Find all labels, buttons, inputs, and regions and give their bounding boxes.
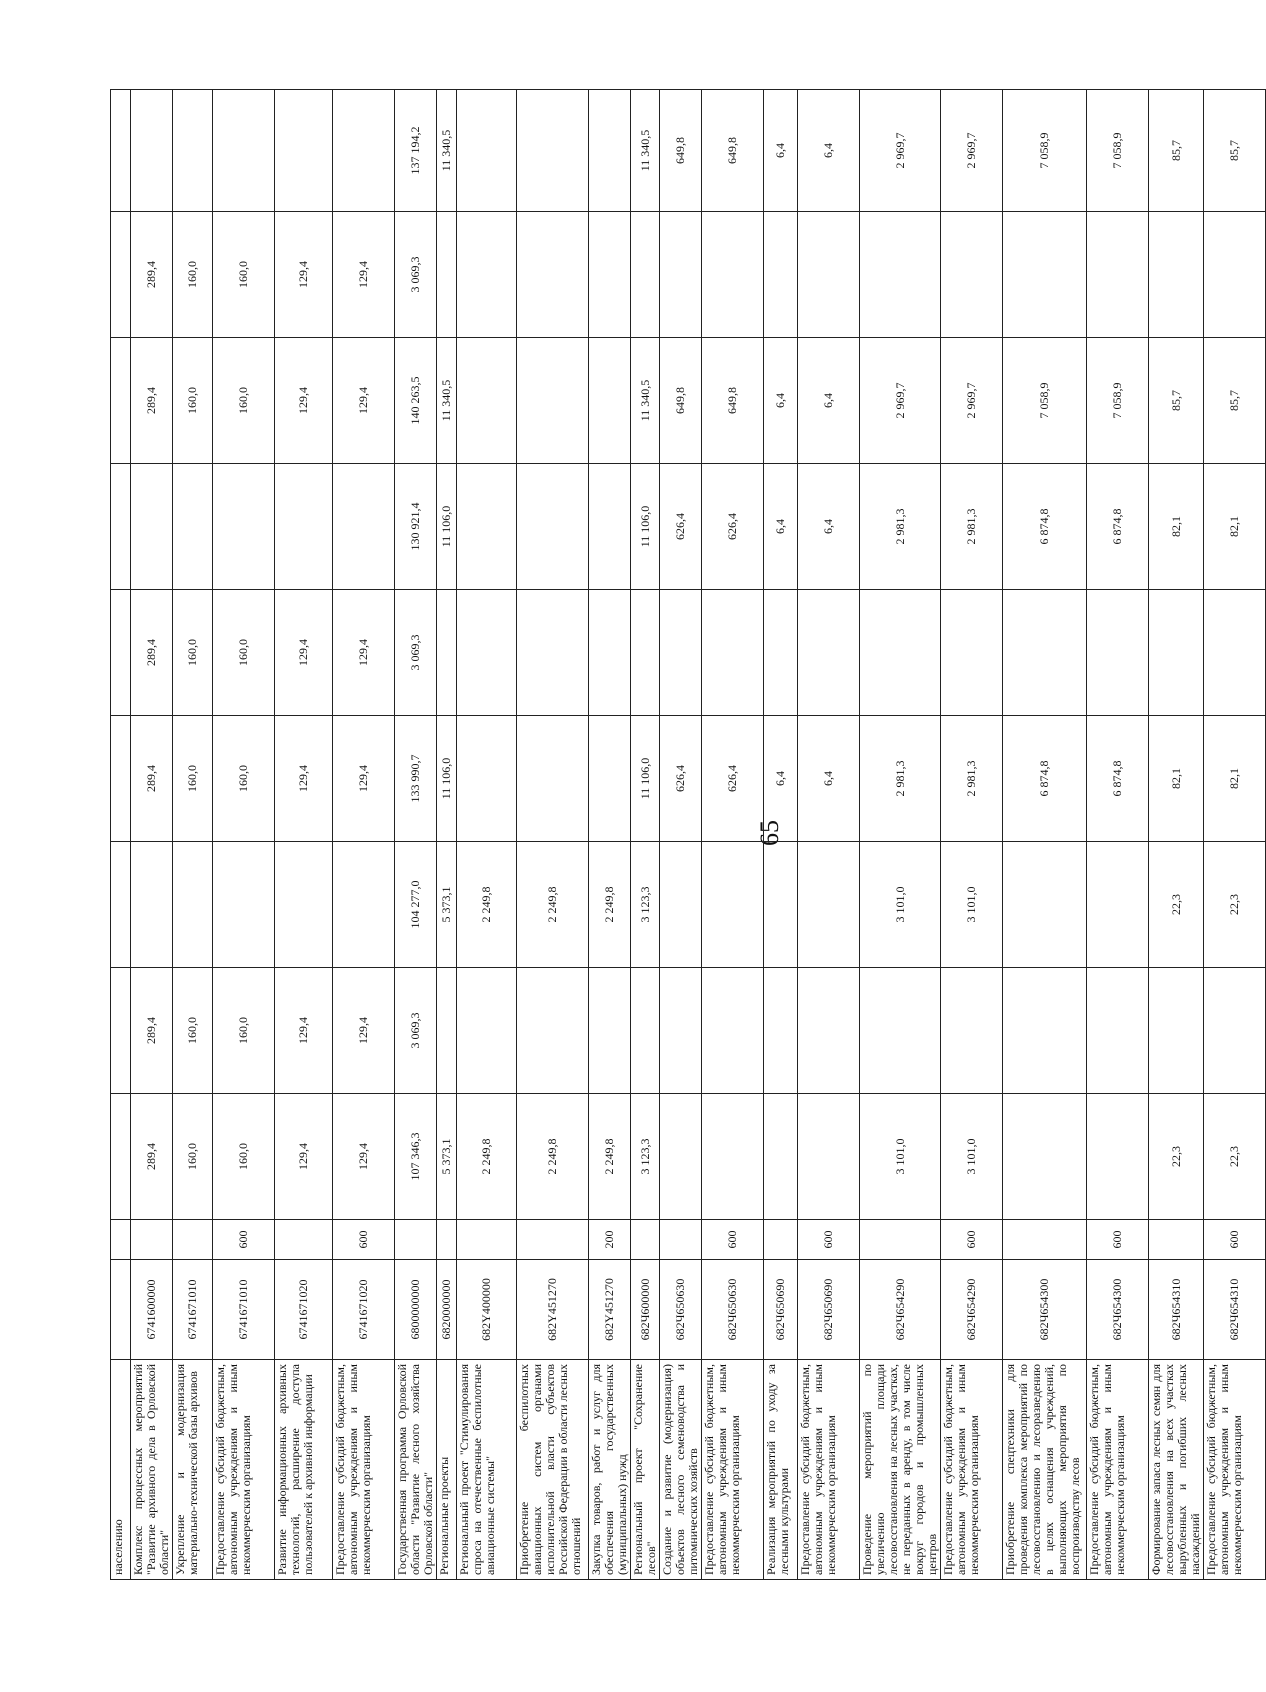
table-row — [111, 90, 131, 1580]
amount-cell — [941, 212, 1003, 338]
amount-cell: 289,4 — [131, 968, 173, 1094]
amount-cell: 11 106,0 — [631, 716, 660, 842]
row-name-cell: населению — [111, 1360, 131, 1580]
amount-cell: 160,0 — [213, 716, 275, 842]
amount-cell — [702, 590, 764, 716]
amount-cell: 11 106,0 — [437, 716, 457, 842]
row-name-cell: Комплекс процессных мероприятий "Развитие архивного дела в Орловской области" — [131, 1360, 173, 1580]
amount-cell: 85,7 — [1204, 90, 1266, 212]
expense-type-cell: 600 — [333, 1220, 395, 1260]
table-row — [333, 90, 395, 1580]
amount-cell — [333, 464, 395, 590]
target-code-cell — [111, 1260, 131, 1360]
budget-table — [110, 89, 1266, 1580]
amount-cell: 129,4 — [333, 716, 395, 842]
amount-cell — [589, 590, 631, 716]
table-row — [213, 90, 275, 1580]
amount-cell: 6 874,8 — [1087, 464, 1149, 590]
target-code-cell: 682Ч654310 — [1149, 1260, 1204, 1360]
rotated-table-container — [110, 90, 1244, 1580]
amount-cell — [111, 842, 131, 968]
amount-cell: 85,7 — [1149, 338, 1204, 464]
expense-type-cell — [173, 1220, 213, 1260]
amount-cell — [631, 968, 660, 1094]
amount-cell — [764, 842, 798, 968]
table-row — [860, 90, 941, 1580]
amount-cell: 160,0 — [173, 338, 213, 464]
amount-cell — [1087, 590, 1149, 716]
expense-type-cell — [131, 1220, 173, 1260]
amount-cell: 11 340,5 — [631, 90, 660, 212]
amount-cell: 6,4 — [764, 90, 798, 212]
amount-cell: 7 058,9 — [1003, 338, 1087, 464]
amount-cell: 129,4 — [333, 968, 395, 1094]
amount-cell — [517, 90, 589, 212]
table-row — [437, 90, 457, 1580]
amount-cell — [213, 842, 275, 968]
expense-type-cell — [860, 1220, 941, 1260]
amount-cell: 6,4 — [764, 464, 798, 590]
amount-cell: 11 340,5 — [437, 90, 457, 212]
expense-type-cell: 600 — [1204, 1220, 1266, 1260]
expense-type-cell — [517, 1220, 589, 1260]
target-code-cell: 682Ч654300 — [1087, 1260, 1149, 1360]
row-name-cell: Развитие информационных архивных технологий, расширение доступа пользователей к архивной информации — [275, 1360, 333, 1580]
expense-type-cell: 600 — [941, 1220, 1003, 1260]
target-code-cell: 6741600000 — [131, 1260, 173, 1360]
target-code-cell: 682Ч654290 — [941, 1260, 1003, 1360]
amount-cell: 104 277,0 — [395, 842, 437, 968]
amount-cell — [660, 842, 702, 968]
amount-cell: 626,4 — [702, 464, 764, 590]
amount-cell: 5 373,1 — [437, 842, 457, 968]
amount-cell: 6 874,8 — [1087, 716, 1149, 842]
amount-cell: 626,4 — [702, 716, 764, 842]
amount-cell: 3 101,0 — [941, 1094, 1003, 1220]
expense-type-cell — [1003, 1220, 1087, 1260]
target-code-cell: 682Y400000 — [457, 1260, 517, 1360]
table-row — [517, 90, 589, 1580]
table-row — [275, 90, 333, 1580]
amount-cell — [111, 212, 131, 338]
amount-cell — [1087, 968, 1149, 1094]
amount-cell — [702, 842, 764, 968]
amount-cell: 289,4 — [131, 716, 173, 842]
amount-cell — [517, 338, 589, 464]
amount-cell: 160,0 — [213, 212, 275, 338]
table-row — [631, 90, 660, 1580]
amount-cell — [702, 968, 764, 1094]
amount-cell — [941, 590, 1003, 716]
amount-cell — [1003, 842, 1087, 968]
expense-type-cell — [764, 1220, 798, 1260]
amount-cell: 22,3 — [1204, 1094, 1266, 1220]
row-name-cell: Предоставление субсидий бюджетным, автономным учреждениям и иным некоммерческим организациям — [333, 1360, 395, 1580]
amount-cell — [437, 968, 457, 1094]
row-name-cell: Региональный проект "Стимулирования спроса на отечественные беспилотные авиационные системы" — [457, 1360, 517, 1580]
amount-cell — [275, 90, 333, 212]
amount-cell — [798, 212, 860, 338]
amount-cell: 6,4 — [798, 716, 860, 842]
row-name-cell: Приобретение беспилотных авиационных систем органами исполнительной власти субъектов Российской Федерации в области лесных отношений — [517, 1360, 589, 1580]
amount-cell: 2 981,3 — [941, 464, 1003, 590]
target-code-cell: 682Ч650690 — [764, 1260, 798, 1360]
amount-cell: 3 123,3 — [631, 1094, 660, 1220]
amount-cell: 2 969,7 — [941, 90, 1003, 212]
amount-cell: 2 969,7 — [860, 338, 941, 464]
amount-cell: 129,4 — [275, 1094, 333, 1220]
row-name-cell: Создание и развитие (модернизация) объектов лесного семеноводства и питомнических хозяйств — [660, 1360, 702, 1580]
table-row — [660, 90, 702, 1580]
amount-cell — [660, 1094, 702, 1220]
row-name-cell: Предоставление субсидий бюджетным, автономным учреждениям и иным некоммерческим организациям — [1087, 1360, 1149, 1580]
row-name-cell: Предоставление субсидий бюджетным, автономным учреждениям и иным некоммерческим организациям — [1204, 1360, 1266, 1580]
amount-cell — [764, 1094, 798, 1220]
amount-cell: 129,4 — [275, 716, 333, 842]
amount-cell — [517, 464, 589, 590]
amount-cell: 7 058,9 — [1087, 338, 1149, 464]
expense-type-cell: 600 — [798, 1220, 860, 1260]
table-row — [1087, 90, 1149, 1580]
row-name-cell: Региональный проект "Сохранение лесов" — [631, 1360, 660, 1580]
expense-type-cell: 600 — [1087, 1220, 1149, 1260]
target-code-cell: 6741671020 — [333, 1260, 395, 1360]
expense-type-cell — [631, 1220, 660, 1260]
amount-cell — [764, 590, 798, 716]
row-name-cell: Предоставление субсидий бюджетным, автономным учреждениям и иным некоммерческим организациям — [213, 1360, 275, 1580]
amount-cell: 160,0 — [213, 968, 275, 1094]
amount-cell — [1003, 590, 1087, 716]
target-code-cell: 682Y451270 — [517, 1260, 589, 1360]
table-row — [395, 90, 437, 1580]
amount-cell: 289,4 — [131, 590, 173, 716]
amount-cell: 649,8 — [702, 338, 764, 464]
amount-cell: 85,7 — [1149, 90, 1204, 212]
amount-cell: 5 373,1 — [437, 1094, 457, 1220]
amount-cell: 3 069,3 — [395, 590, 437, 716]
amount-cell: 6 874,8 — [1003, 464, 1087, 590]
amount-cell — [275, 464, 333, 590]
amount-cell: 82,1 — [1149, 716, 1204, 842]
table-row — [173, 90, 213, 1580]
row-name-cell: Региональные проекты — [437, 1360, 457, 1580]
amount-cell — [213, 464, 275, 590]
target-code-cell: 6820000000 — [437, 1260, 457, 1360]
amount-cell — [1149, 212, 1204, 338]
amount-cell — [173, 90, 213, 212]
amount-cell: 626,4 — [660, 464, 702, 590]
page-number: 65 — [755, 820, 784, 846]
amount-cell — [517, 590, 589, 716]
table-row — [1149, 90, 1204, 1580]
amount-cell: 22,3 — [1149, 1094, 1204, 1220]
amount-cell: 160,0 — [213, 590, 275, 716]
expense-type-cell — [660, 1220, 702, 1260]
amount-cell: 3 069,3 — [395, 212, 437, 338]
row-name-cell: Проведение мероприятий по увеличению площади лесовосстановления на лесных участках, не переданных в аренду, в том числе вокруг городов и промышленных центров — [860, 1360, 941, 1580]
amount-cell: 3 123,3 — [631, 842, 660, 968]
amount-cell — [589, 90, 631, 212]
amount-cell — [517, 212, 589, 338]
amount-cell — [457, 212, 517, 338]
amount-cell — [798, 842, 860, 968]
amount-cell — [437, 590, 457, 716]
table-row — [798, 90, 860, 1580]
amount-cell — [860, 212, 941, 338]
amount-cell — [457, 968, 517, 1094]
amount-cell: 2 249,8 — [589, 842, 631, 968]
amount-cell — [213, 90, 275, 212]
amount-cell: 2 249,8 — [517, 842, 589, 968]
table-row — [764, 90, 798, 1580]
amount-cell: 129,4 — [275, 212, 333, 338]
row-name-cell: Формирование запаса лесных семян для лесовосстановления на всех участках вырубленных и погибших лесных насаждений — [1149, 1360, 1204, 1580]
amount-cell: 6,4 — [764, 716, 798, 842]
amount-cell: 129,4 — [333, 212, 395, 338]
amount-cell — [860, 968, 941, 1094]
amount-cell — [111, 968, 131, 1094]
amount-cell — [111, 1094, 131, 1220]
amount-cell — [660, 590, 702, 716]
amount-cell: 6,4 — [798, 90, 860, 212]
amount-cell — [333, 842, 395, 968]
amount-cell — [457, 464, 517, 590]
amount-cell — [1003, 968, 1087, 1094]
amount-cell: 82,1 — [1204, 716, 1266, 842]
amount-cell: 2 981,3 — [941, 716, 1003, 842]
row-name-cell: Предоставление субсидий бюджетным, автономным учреждениям и иным некоммерческим организациям — [702, 1360, 764, 1580]
amount-cell: 22,3 — [1149, 842, 1204, 968]
expense-type-cell — [275, 1220, 333, 1260]
amount-cell: 11 340,5 — [631, 338, 660, 464]
row-name-cell: Государственная программа Орловской области "Развитие лесного хозяйства Орловской области" — [395, 1360, 437, 1580]
target-code-cell: 682Ч650690 — [798, 1260, 860, 1360]
amount-cell: 160,0 — [173, 212, 213, 338]
amount-cell — [517, 968, 589, 1094]
target-code-cell: 6741671010 — [173, 1260, 213, 1360]
amount-cell — [457, 590, 517, 716]
amount-cell — [1204, 968, 1266, 1094]
amount-cell — [275, 842, 333, 968]
amount-cell — [457, 716, 517, 842]
amount-cell — [131, 842, 173, 968]
row-name-cell: Предоставление субсидий бюджетным, автономным учреждениям и иным некоммерческим организациям — [941, 1360, 1003, 1580]
amount-cell — [589, 716, 631, 842]
target-code-cell: 6741671010 — [213, 1260, 275, 1360]
amount-cell — [589, 212, 631, 338]
amount-cell: 133 990,7 — [395, 716, 437, 842]
table-body — [111, 90, 1266, 1580]
amount-cell — [702, 1094, 764, 1220]
expense-type-cell — [111, 1220, 131, 1260]
amount-cell — [131, 464, 173, 590]
amount-cell — [111, 464, 131, 590]
expense-type-cell — [457, 1220, 517, 1260]
amount-cell — [589, 968, 631, 1094]
amount-cell: 137 194,2 — [395, 90, 437, 212]
expense-type-cell — [437, 1220, 457, 1260]
amount-cell: 289,4 — [131, 338, 173, 464]
amount-cell — [111, 338, 131, 464]
amount-cell: 129,4 — [275, 968, 333, 1094]
amount-cell — [173, 842, 213, 968]
table-row — [1204, 90, 1266, 1580]
amount-cell — [798, 590, 860, 716]
amount-cell — [1204, 212, 1266, 338]
amount-cell — [702, 212, 764, 338]
target-code-cell: 682Ч650630 — [660, 1260, 702, 1360]
target-code-cell: 682Ч654300 — [1003, 1260, 1087, 1360]
amount-cell: 2 249,8 — [517, 1094, 589, 1220]
amount-cell: 160,0 — [213, 338, 275, 464]
amount-cell — [1149, 968, 1204, 1094]
amount-cell: 129,4 — [333, 338, 395, 464]
amount-cell: 3 101,0 — [860, 1094, 941, 1220]
amount-cell — [798, 1094, 860, 1220]
amount-cell: 140 263,5 — [395, 338, 437, 464]
amount-cell: 11 340,5 — [437, 338, 457, 464]
amount-cell: 160,0 — [173, 1094, 213, 1220]
row-name-cell: Реализация мероприятий по уходу за лесными культурами — [764, 1360, 798, 1580]
table-row — [941, 90, 1003, 1580]
amount-cell — [457, 90, 517, 212]
amount-cell — [1087, 842, 1149, 968]
amount-cell: 3 101,0 — [941, 842, 1003, 968]
amount-cell: 85,7 — [1204, 338, 1266, 464]
expense-type-cell — [1149, 1220, 1204, 1260]
amount-cell: 22,3 — [1204, 842, 1266, 968]
amount-cell — [660, 212, 702, 338]
target-code-cell: 682Ч654310 — [1204, 1260, 1266, 1360]
amount-cell: 649,8 — [660, 338, 702, 464]
amount-cell: 7 058,9 — [1003, 90, 1087, 212]
amount-cell: 11 106,0 — [437, 464, 457, 590]
row-name-cell: Приобретение спецтехники для проведения комплекса мероприятий по лесовосстановлению и лесоразведению в целях оснащения учреждений, выполняющих мероприятия по воспроизводству лесов — [1003, 1360, 1087, 1580]
target-code-cell: 682Ч600000 — [631, 1260, 660, 1360]
amount-cell: 649,8 — [660, 90, 702, 212]
amount-cell: 6,4 — [798, 464, 860, 590]
row-name-cell: Укрепление и модернизация материально-технической базы архивов — [173, 1360, 213, 1580]
amount-cell — [764, 212, 798, 338]
expense-type-cell: 200 — [589, 1220, 631, 1260]
amount-cell: 3 101,0 — [860, 842, 941, 968]
amount-cell: 2 249,8 — [457, 1094, 517, 1220]
amount-cell — [941, 968, 1003, 1094]
amount-cell: 7 058,9 — [1087, 90, 1149, 212]
amount-cell — [131, 90, 173, 212]
amount-cell — [111, 716, 131, 842]
target-code-cell: 682Ч654290 — [860, 1260, 941, 1360]
amount-cell: 160,0 — [173, 590, 213, 716]
amount-cell: 2 969,7 — [860, 90, 941, 212]
amount-cell: 160,0 — [173, 716, 213, 842]
target-code-cell: 682Y451270 — [589, 1260, 631, 1360]
amount-cell — [173, 464, 213, 590]
amount-cell — [1204, 590, 1266, 716]
amount-cell: 2 249,8 — [589, 1094, 631, 1220]
target-code-cell: 682Ч650630 — [702, 1260, 764, 1360]
amount-cell: 2 981,3 — [860, 716, 941, 842]
amount-cell: 129,4 — [333, 590, 395, 716]
target-code-cell: 6800000000 — [395, 1260, 437, 1360]
amount-cell: 82,1 — [1204, 464, 1266, 590]
table-row — [702, 90, 764, 1580]
amount-cell: 289,4 — [131, 1094, 173, 1220]
amount-cell: 6 874,8 — [1003, 716, 1087, 842]
amount-cell — [1087, 212, 1149, 338]
amount-cell: 626,4 — [660, 716, 702, 842]
amount-cell: 160,0 — [173, 968, 213, 1094]
amount-cell — [860, 590, 941, 716]
amount-cell — [589, 464, 631, 590]
expense-type-cell: 600 — [213, 1220, 275, 1260]
amount-cell: 2 969,7 — [941, 338, 1003, 464]
amount-cell: 649,8 — [702, 90, 764, 212]
table-row — [589, 90, 631, 1580]
amount-cell: 11 106,0 — [631, 464, 660, 590]
amount-cell: 130 921,4 — [395, 464, 437, 590]
amount-cell — [631, 212, 660, 338]
amount-cell: 6,4 — [798, 338, 860, 464]
amount-cell — [517, 716, 589, 842]
table-row — [457, 90, 517, 1580]
amount-cell — [1003, 1094, 1087, 1220]
amount-cell: 6,4 — [764, 338, 798, 464]
amount-cell: 129,4 — [275, 590, 333, 716]
table-row — [131, 90, 173, 1580]
amount-cell — [589, 338, 631, 464]
amount-cell — [1087, 1094, 1149, 1220]
amount-cell: 3 069,3 — [395, 968, 437, 1094]
amount-cell: 2 981,3 — [860, 464, 941, 590]
amount-cell — [1003, 212, 1087, 338]
amount-cell: 289,4 — [131, 212, 173, 338]
expense-type-cell — [395, 1220, 437, 1260]
amount-cell: 129,4 — [275, 338, 333, 464]
amount-cell — [437, 212, 457, 338]
amount-cell: 2 249,8 — [457, 842, 517, 968]
amount-cell — [660, 968, 702, 1094]
amount-cell — [111, 590, 131, 716]
row-name-cell: Предоставление субсидий бюджетным, автономным учреждениям и иным некоммерческим организациям — [798, 1360, 860, 1580]
amount-cell — [631, 590, 660, 716]
amount-cell — [457, 338, 517, 464]
amount-cell: 129,4 — [333, 1094, 395, 1220]
target-code-cell: 6741671020 — [275, 1260, 333, 1360]
amount-cell: 107 346,3 — [395, 1094, 437, 1220]
amount-cell — [1149, 590, 1204, 716]
table-row — [1003, 90, 1087, 1580]
amount-cell — [764, 968, 798, 1094]
amount-cell — [798, 968, 860, 1094]
amount-cell — [333, 90, 395, 212]
expense-type-cell: 600 — [702, 1220, 764, 1260]
amount-cell — [111, 90, 131, 212]
row-name-cell: Закупка товаров, работ и услуг для обеспечения государственных (муниципальных) нужд — [589, 1360, 631, 1580]
amount-cell: 82,1 — [1149, 464, 1204, 590]
amount-cell: 160,0 — [213, 1094, 275, 1220]
